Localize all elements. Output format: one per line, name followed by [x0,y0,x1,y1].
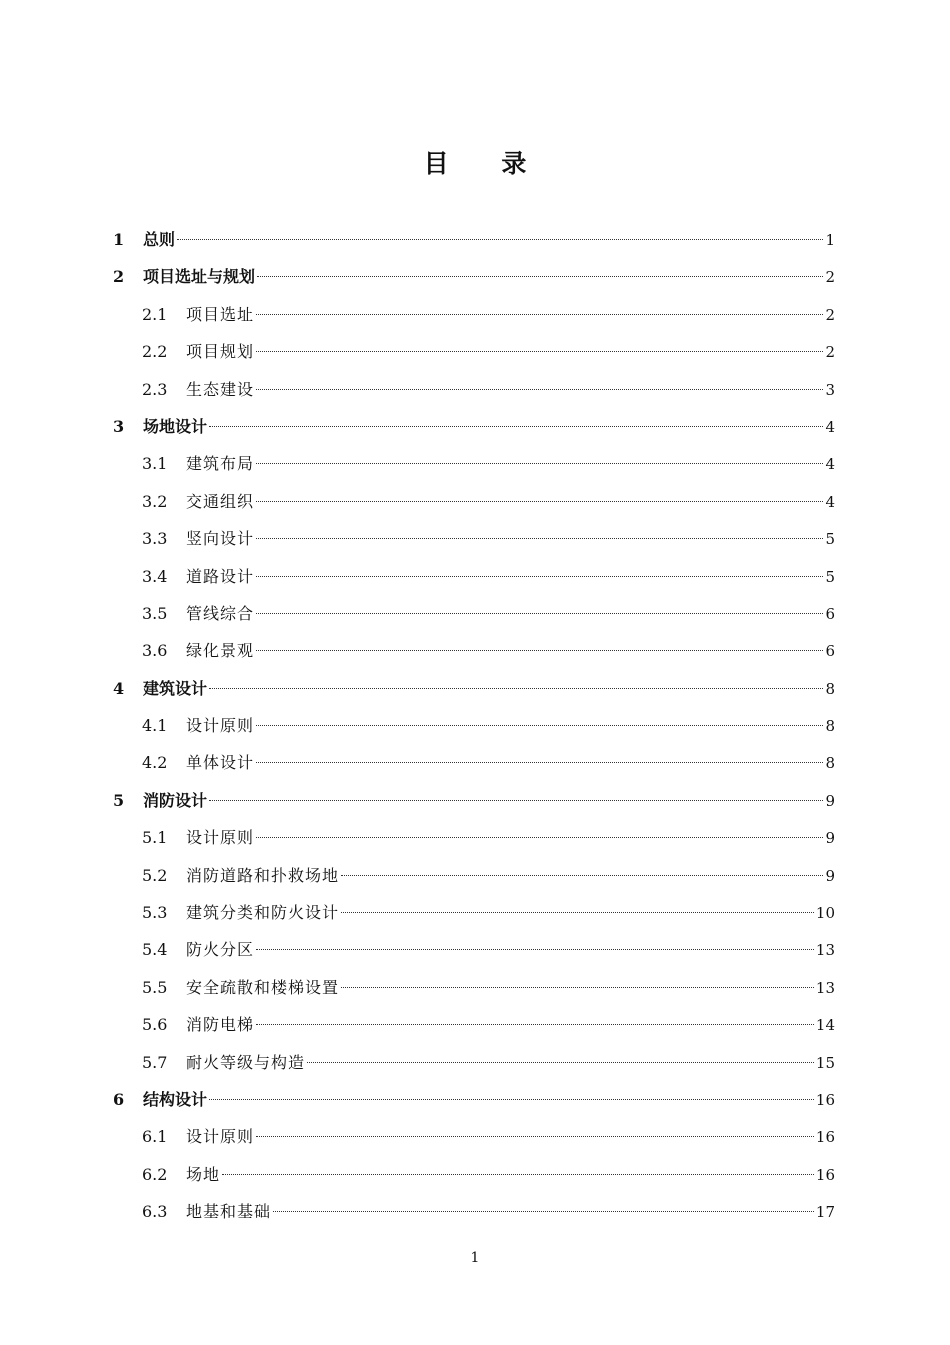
dot-leader [341,987,814,988]
toc-entry[interactable] [113,782,835,819]
toc-entry[interactable] [113,744,835,781]
toc-entry-title: 消防设计 [143,790,208,810]
toc-entry-title: 结构设计 [143,1089,208,1109]
toc-entry[interactable] [113,258,835,295]
toc-entry-number: 3.3 [142,529,168,549]
toc-entry-page: 2 [825,268,835,287]
toc-entry-number: 4.2 [142,753,168,773]
toc-entry-title: 项目规划 [186,342,255,362]
toc-entry-title: 道路设计 [186,566,255,586]
toc-entry[interactable] [113,670,835,707]
toc-entry-number: 3.2 [142,491,168,511]
toc-entry[interactable] [113,707,835,744]
toc-entry[interactable] [113,483,835,520]
toc-entry-page: 2 [825,305,835,324]
toc-entry-number: 4 [113,678,125,698]
toc-entry-page: 9 [825,829,835,848]
toc-entry-page: 15 [815,1053,835,1072]
toc-entry-title: 地基和基础 [186,1202,272,1222]
toc-entry[interactable] [113,1193,835,1230]
toc-entry-number: 5.6 [142,1015,168,1035]
toc-entry-page: 9 [825,866,835,885]
dot-leader [256,501,823,502]
toc-entry-page: 5 [825,567,835,586]
toc-entry[interactable] [113,558,835,595]
dot-leader [256,389,823,390]
toc-entry-number: 6.3 [142,1202,168,1222]
dot-leader [209,800,823,801]
toc-entry[interactable] [113,445,835,482]
toc-entry-title: 竖向设计 [186,529,255,549]
dot-leader [256,1136,814,1137]
toc-entry-title: 生态建设 [186,379,255,399]
toc-entry[interactable] [113,1006,835,1043]
dot-leader [177,239,823,240]
toc-entry[interactable] [113,894,835,931]
toc-entry-number: 2.2 [142,342,168,362]
toc-entry-title: 设计原则 [186,1127,255,1147]
toc-entry-number: 3 [113,416,125,436]
toc-entry-title: 场地设计 [143,416,208,436]
dot-leader [222,1174,814,1175]
toc-entry[interactable] [113,520,835,557]
toc-entry-number: 5.3 [142,903,168,923]
toc-entry-number: 5.7 [142,1052,168,1072]
toc-entry-number: 3.6 [142,641,168,661]
toc-entry-title: 消防电梯 [186,1015,255,1035]
toc-entry-title: 总则 [143,230,176,249]
toc-entry-page: 16 [815,1128,835,1147]
dot-leader [273,1211,814,1212]
toc-entry-title: 交通组织 [186,491,255,511]
dot-leader [256,576,823,577]
toc-entry-page: 13 [815,941,835,960]
toc-entry-number: 2.3 [142,379,168,399]
toc-entry-title: 设计原则 [186,716,255,736]
dot-leader [256,650,823,651]
toc-entry-page: 4 [825,492,835,511]
toc-entry-page: 3 [825,380,835,399]
dot-leader [256,949,814,950]
toc-entry[interactable] [113,371,835,408]
page-number: 1 [470,1250,480,1266]
toc-entry-page: 4 [825,455,835,474]
toc-entry-page: 6 [825,604,835,623]
toc-entry-number: 5 [113,790,125,810]
toc-entry[interactable] [113,1118,835,1155]
dot-leader [256,613,823,614]
toc-entry[interactable] [113,221,835,258]
toc-entry-number: 2 [113,267,125,287]
toc-entry[interactable] [113,857,835,894]
toc-entry[interactable] [113,1156,835,1193]
toc-entry[interactable] [113,408,835,445]
dot-leader [341,912,814,913]
toc-entry-number: 6 [113,1089,125,1109]
dot-leader [256,725,823,726]
toc-entry[interactable] [113,296,835,333]
dot-leader [256,314,823,315]
dot-leader [209,1099,814,1100]
toc-entry-page: 13 [815,978,835,997]
dot-leader [256,1024,814,1025]
toc-entry-title: 建筑布局 [186,454,255,474]
toc-entry-number: 6.1 [142,1127,168,1147]
toc-entry-number: 3.4 [142,566,168,586]
toc-entry-number: 3.1 [142,454,168,474]
dot-leader [341,875,823,876]
toc-entry[interactable] [113,931,835,968]
dot-leader [307,1062,814,1063]
toc-entry-number: 1 [113,230,125,249]
toc-entry-number: 5.2 [142,865,168,885]
toc-entry-page: 6 [825,642,835,661]
dot-leader [256,463,823,464]
toc-entry[interactable] [113,819,835,856]
toc-entry-page: 17 [815,1203,835,1222]
toc-entry[interactable] [113,1044,835,1081]
toc-entry-number: 5.1 [142,828,168,848]
toc-entry-page: 5 [825,530,835,549]
toc-entry[interactable] [113,595,835,632]
toc-entry-page: 4 [825,417,835,436]
toc-entry-title: 设计原则 [186,828,255,848]
dot-leader [209,688,823,689]
toc-entry-number: 3.5 [142,603,168,623]
toc-entry-title: 项目选址与规划 [143,267,256,287]
toc-entry-page: 16 [815,1165,835,1184]
toc-entry-title: 建筑分类和防火设计 [186,903,340,923]
toc-entry-page: 2 [825,343,835,362]
toc-entry-page: 9 [825,791,835,810]
toc-entry-page: 10 [815,904,835,923]
toc-entry-page: 16 [815,1090,835,1109]
toc-entry-number: 5.5 [142,977,168,997]
toc-entry-title: 管线综合 [186,603,255,623]
toc-entry-title: 项目选址 [186,304,255,324]
toc-entry-title: 绿化景观 [186,641,255,661]
toc-entry-title: 安全疏散和楼梯设置 [186,977,340,997]
toc-entry-page: 14 [815,1016,835,1035]
toc-entry-title: 建筑设计 [143,678,208,698]
dot-leader [256,351,823,352]
toc-entry-page: 8 [825,754,835,773]
toc-entry-page: 8 [825,717,835,736]
dot-leader [257,276,823,277]
toc-entry-number: 4.1 [142,716,168,736]
toc-entry-title: 场地 [186,1164,221,1184]
toc-entry-number: 5.4 [142,940,168,960]
dot-leader [256,538,823,539]
dot-leader [256,762,823,763]
toc-entry-title: 耐火等级与构造 [186,1052,306,1072]
toc-entry-title: 防火分区 [186,940,255,960]
toc-entry-title: 单体设计 [186,753,255,773]
toc-entry[interactable] [113,969,835,1006]
toc-entry-number: 6.2 [142,1164,168,1184]
toc-entry[interactable] [113,1081,835,1118]
table-of-contents [113,221,835,1231]
toc-entry-title: 消防道路和扑救场地 [186,865,340,885]
toc-entry[interactable] [113,632,835,669]
toc-entry-number: 2.1 [142,304,168,324]
dot-leader [256,837,823,838]
toc-entry-page: 8 [825,679,835,698]
page-title: 目 录 [423,149,549,178]
toc-entry[interactable] [113,333,835,370]
dot-leader [209,426,823,427]
toc-entry-page: 1 [825,231,835,249]
